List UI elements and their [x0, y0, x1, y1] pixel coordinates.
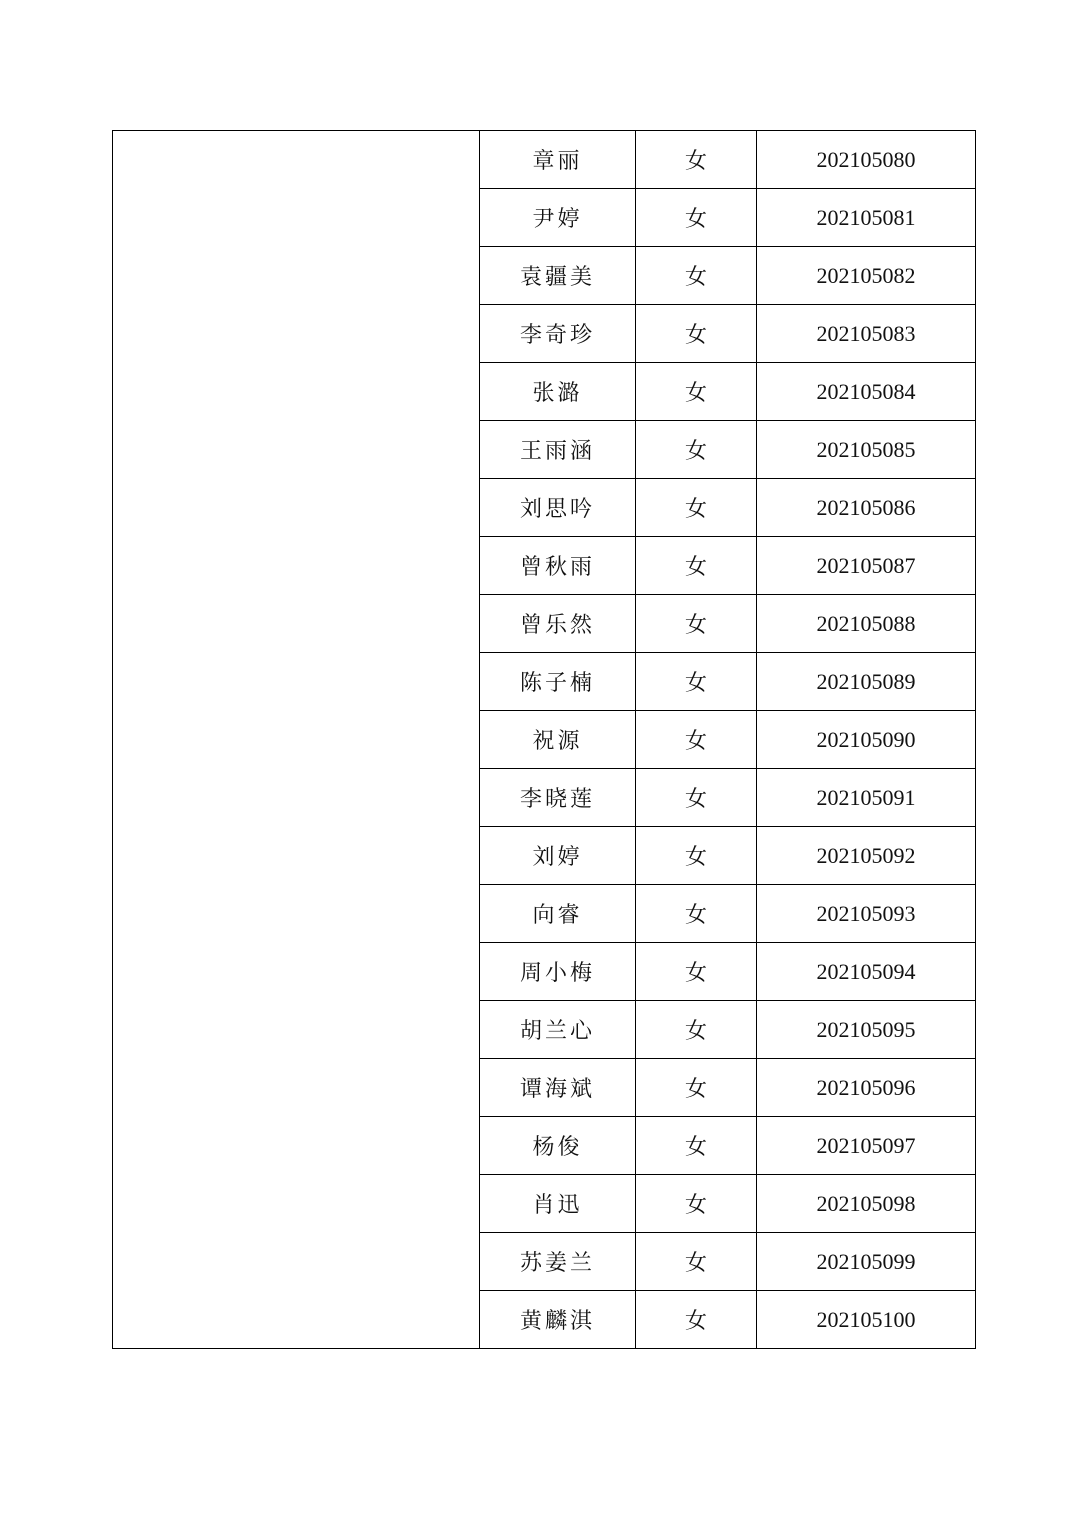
student-id-cell: 202105094	[757, 943, 976, 1001]
student-name-cell: 胡兰心	[480, 1001, 636, 1059]
student-id-cell: 202105081	[757, 189, 976, 247]
student-name-cell: 袁疆美	[480, 247, 636, 305]
student-id-cell: 202105089	[757, 653, 976, 711]
student-name-cell: 祝源	[480, 711, 636, 769]
student-name-cell: 刘思吟	[480, 479, 636, 537]
student-id-cell: 202105080	[757, 131, 976, 189]
table-row	[113, 131, 976, 189]
student-gender-cell: 女	[636, 885, 757, 943]
student-id-cell: 202105093	[757, 885, 976, 943]
student-id-cell: 202105082	[757, 247, 976, 305]
student-name-cell: 周小梅	[480, 943, 636, 1001]
student-gender-cell: 女	[636, 189, 757, 247]
student-id-cell: 202105097	[757, 1117, 976, 1175]
student-id-cell: 202105086	[757, 479, 976, 537]
student-name-cell: 李奇珍	[480, 305, 636, 363]
student-gender-cell: 女	[636, 1001, 757, 1059]
student-id-cell: 202105091	[757, 769, 976, 827]
student-name-cell: 杨俊	[480, 1117, 636, 1175]
student-gender-cell: 女	[636, 537, 757, 595]
student-gender-cell: 女	[636, 305, 757, 363]
student-id-cell: 202105088	[757, 595, 976, 653]
student-name-cell: 肖迅	[480, 1175, 636, 1233]
student-gender-cell: 女	[636, 1291, 757, 1349]
student-name-cell: 曾秋雨	[480, 537, 636, 595]
student-gender-cell: 女	[636, 653, 757, 711]
student-gender-cell: 女	[636, 1175, 757, 1233]
student-gender-cell: 女	[636, 711, 757, 769]
student-name-cell: 王雨涵	[480, 421, 636, 479]
student-id-cell: 202105095	[757, 1001, 976, 1059]
student-name-cell: 李晓莲	[480, 769, 636, 827]
roster-body	[113, 131, 976, 1349]
student-id-cell: 202105098	[757, 1175, 976, 1233]
student-roster-table	[112, 130, 976, 1349]
student-gender-cell: 女	[636, 363, 757, 421]
student-name-cell: 刘婷	[480, 827, 636, 885]
student-id-cell: 202105100	[757, 1291, 976, 1349]
merged-group-cell	[113, 131, 480, 1349]
student-id-cell: 202105087	[757, 537, 976, 595]
student-gender-cell: 女	[636, 421, 757, 479]
student-gender-cell: 女	[636, 479, 757, 537]
student-name-cell: 尹婷	[480, 189, 636, 247]
student-name-cell: 谭海斌	[480, 1059, 636, 1117]
student-gender-cell: 女	[636, 1117, 757, 1175]
student-gender-cell: 女	[636, 595, 757, 653]
student-name-cell: 苏姜兰	[480, 1233, 636, 1291]
student-name-cell: 向睿	[480, 885, 636, 943]
student-id-cell: 202105096	[757, 1059, 976, 1117]
student-name-cell: 黄麟淇	[480, 1291, 636, 1349]
student-id-cell: 202105090	[757, 711, 976, 769]
student-gender-cell: 女	[636, 827, 757, 885]
student-gender-cell: 女	[636, 943, 757, 1001]
student-name-cell: 张潞	[480, 363, 636, 421]
student-id-cell: 202105083	[757, 305, 976, 363]
student-gender-cell: 女	[636, 1233, 757, 1291]
student-id-cell: 202105085	[757, 421, 976, 479]
student-name-cell: 陈子楠	[480, 653, 636, 711]
student-gender-cell: 女	[636, 247, 757, 305]
student-gender-cell: 女	[636, 1059, 757, 1117]
student-name-cell: 章丽	[480, 131, 636, 189]
student-id-cell: 202105084	[757, 363, 976, 421]
student-id-cell: 202105092	[757, 827, 976, 885]
student-name-cell: 曾乐然	[480, 595, 636, 653]
student-id-cell: 202105099	[757, 1233, 976, 1291]
student-gender-cell: 女	[636, 131, 757, 189]
student-gender-cell: 女	[636, 769, 757, 827]
